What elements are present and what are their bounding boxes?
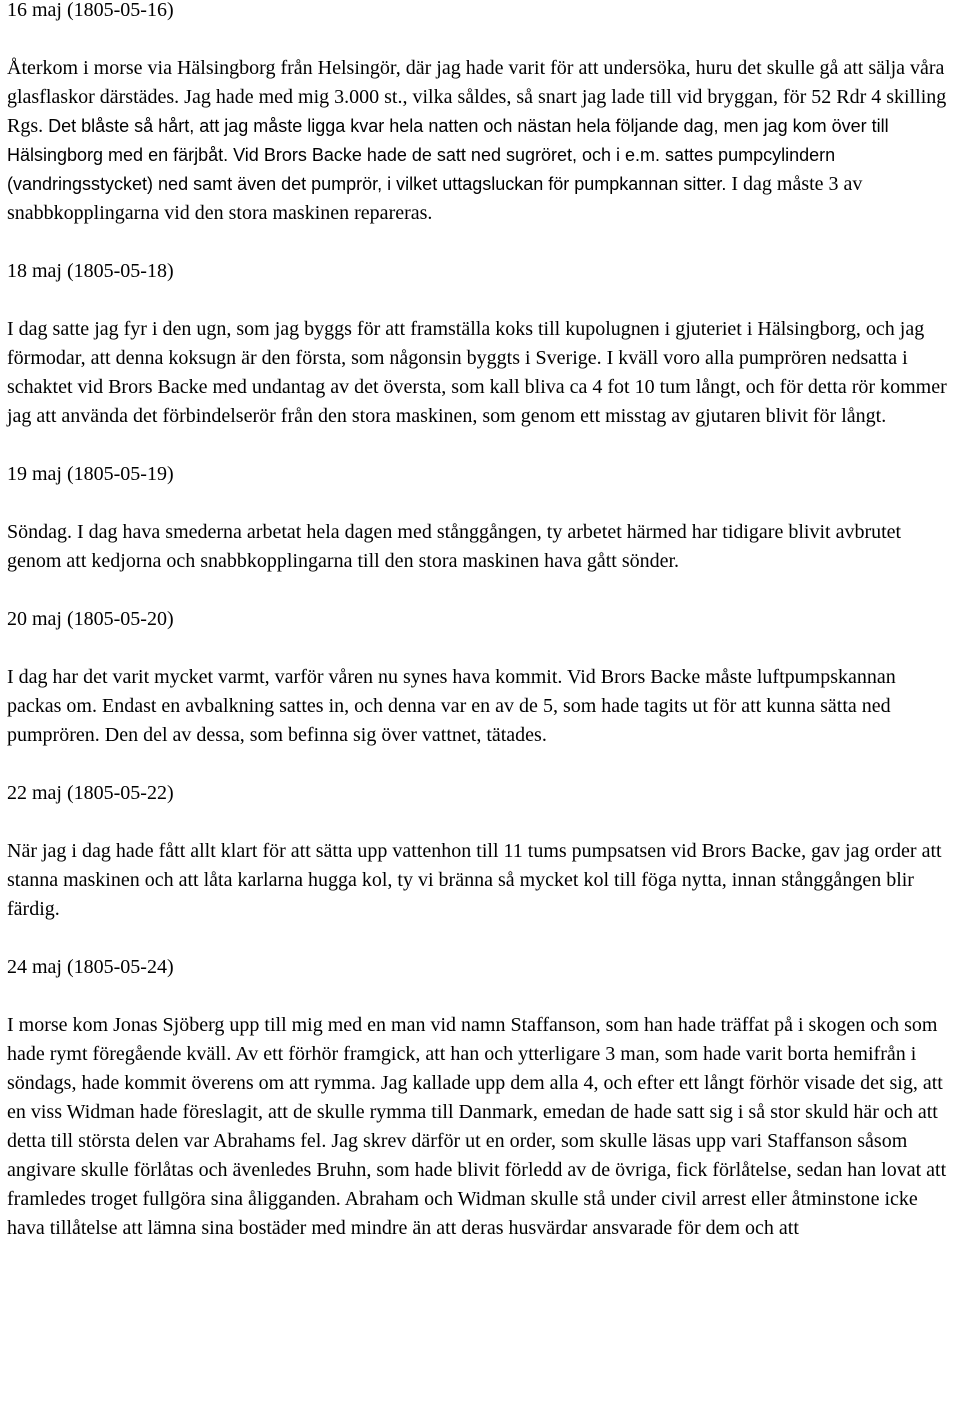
- text-segment-sans: Det blåste så hårt, att jag måste ligga kvar hela natten och nästan hela följande dag, men jag kom över till Hälsingborg med en färjbåt. Vid Brors Backe hade de satt ned sugröret, och i e.m. sattes pumpcylindern (vandringsstycket) ned samt även det pumprör, i vilket uttagsluckan för pumpkannan sitter.: [7, 116, 889, 194]
- text-segment: Söndag. I dag hava smederna arbetat hela dagen med stånggången, ty arbetet härmed har tidigare blivit avbrutet genom att kedjorna och snabbkopplingarna till den stora maskinen hava gått sönder.: [7, 521, 902, 572]
- text-segment: I dag har det varit mycket varmt, varför våren nu synes hava kommit. Vid Brors Backe måste luftpumpskannan packas om. Endast en avbalkning sattes in, och denna var en av de 5, som hade tagits ut för att kunna sätta ned pumprören. Den del av dessa, som befinna sig över vattnet, tätades.: [7, 666, 896, 746]
- text-segment: I dag satte jag fyr i den ugn, som jag byggs för att framställa koks till kupolugnen i gjuteriet i Hälsingborg, och jag förmodar, att denna koksugn är den första, som någonsin byggts i Sverige. I kväll voro alla pumprören nedsatta i schaktet vid Brors Backe med undantag av det översta, som kall bliva ca 4 fot 10 tum långt, och för detta rör kommer jag att använda det förbindelserör från den stora maskinen, som genom ett misstag av gjutaren blivit för långt.: [7, 318, 947, 427]
- text-segment: När jag i dag hade fått allt klart för att sätta upp vattenhon till 11 tums pumpsatsen vid Brors Backe, gav jag order att stanna maskinen och att låta karlarna hugga kol, ty vi bränna så mycket kol till föga nytta, innan stånggången blir färdig.: [7, 840, 942, 920]
- entry-text: [7, 663, 954, 750]
- diary-entry-1805-05-19: [7, 460, 954, 576]
- entry-date: 20 maj (1805-05-20): [7, 608, 174, 630]
- entry-text: [7, 837, 954, 924]
- diary-entry-1805-05-24: [7, 953, 954, 1243]
- entry-date: 16 maj (1805-05-16): [7, 0, 174, 21]
- diary-entry-1805-05-18: [7, 257, 954, 431]
- entry-text: [7, 1011, 954, 1243]
- entry-text: [7, 54, 954, 228]
- diary-entry-1805-05-22: [7, 779, 954, 924]
- text-segment: I morse kom Jonas Sjöberg upp till mig med en man vid namn Staffanson, som han hade träffat på i skogen och som hade rymt föregående kväll. Av ett förhör framgick, att han och ytterligare 3 man, som hade varit borta hemifrån i söndags, hade kommit överens om att rymma. Jag kallade upp dem alla 4, och efter ett långt förhör visade det sig, att en viss Widman hade föreslagit, att de skulle rymma till Danmark, emedan de hade satt sig i så stor skuld här och att detta till största delen var Abrahams fel. Jag skrev därför ut en order, som skulle läsas upp vari Staffanson såsom angivare skulle förlåtas och ävenledes Bruhn, som hade blivit förledd av de övriga, fick förlåtelse, sedan han lovat att framledes troget fullgöra sina åligganden. Abraham och Widman skulle stå under civil arrest eller åtminstone icke hava tillåtelse att lämna sina bostäder med mindre än att deras husvärdar ansvarade för dem och att: [7, 1014, 947, 1239]
- diary-entry-1805-05-16: [7, 0, 954, 228]
- entry-date: 24 maj (1805-05-24): [7, 956, 174, 978]
- entry-date: 19 maj (1805-05-19): [7, 463, 174, 485]
- entry-date: 22 maj (1805-05-22): [7, 782, 174, 804]
- text-segment: Återkom i morse via Hälsingborg från Helsingör, där jag hade varit för att undersöka, huru det skulle gå att sälja våra glasflaskor därstädes. Jag hade med mig 3.000 st., vilka såldes, så snart jag lade till vid bryggan, för 52 Rdr 4 skilling Rgs.: [7, 57, 947, 137]
- entry-text: [7, 518, 954, 576]
- text-segment: I dag måste 3 av snabbkopplingarna vid den stora maskinen repareras.: [7, 173, 863, 224]
- diary-entry-1805-05-20: [7, 605, 954, 750]
- entry-text: [7, 315, 954, 431]
- entry-date: 18 maj (1805-05-18): [7, 260, 174, 282]
